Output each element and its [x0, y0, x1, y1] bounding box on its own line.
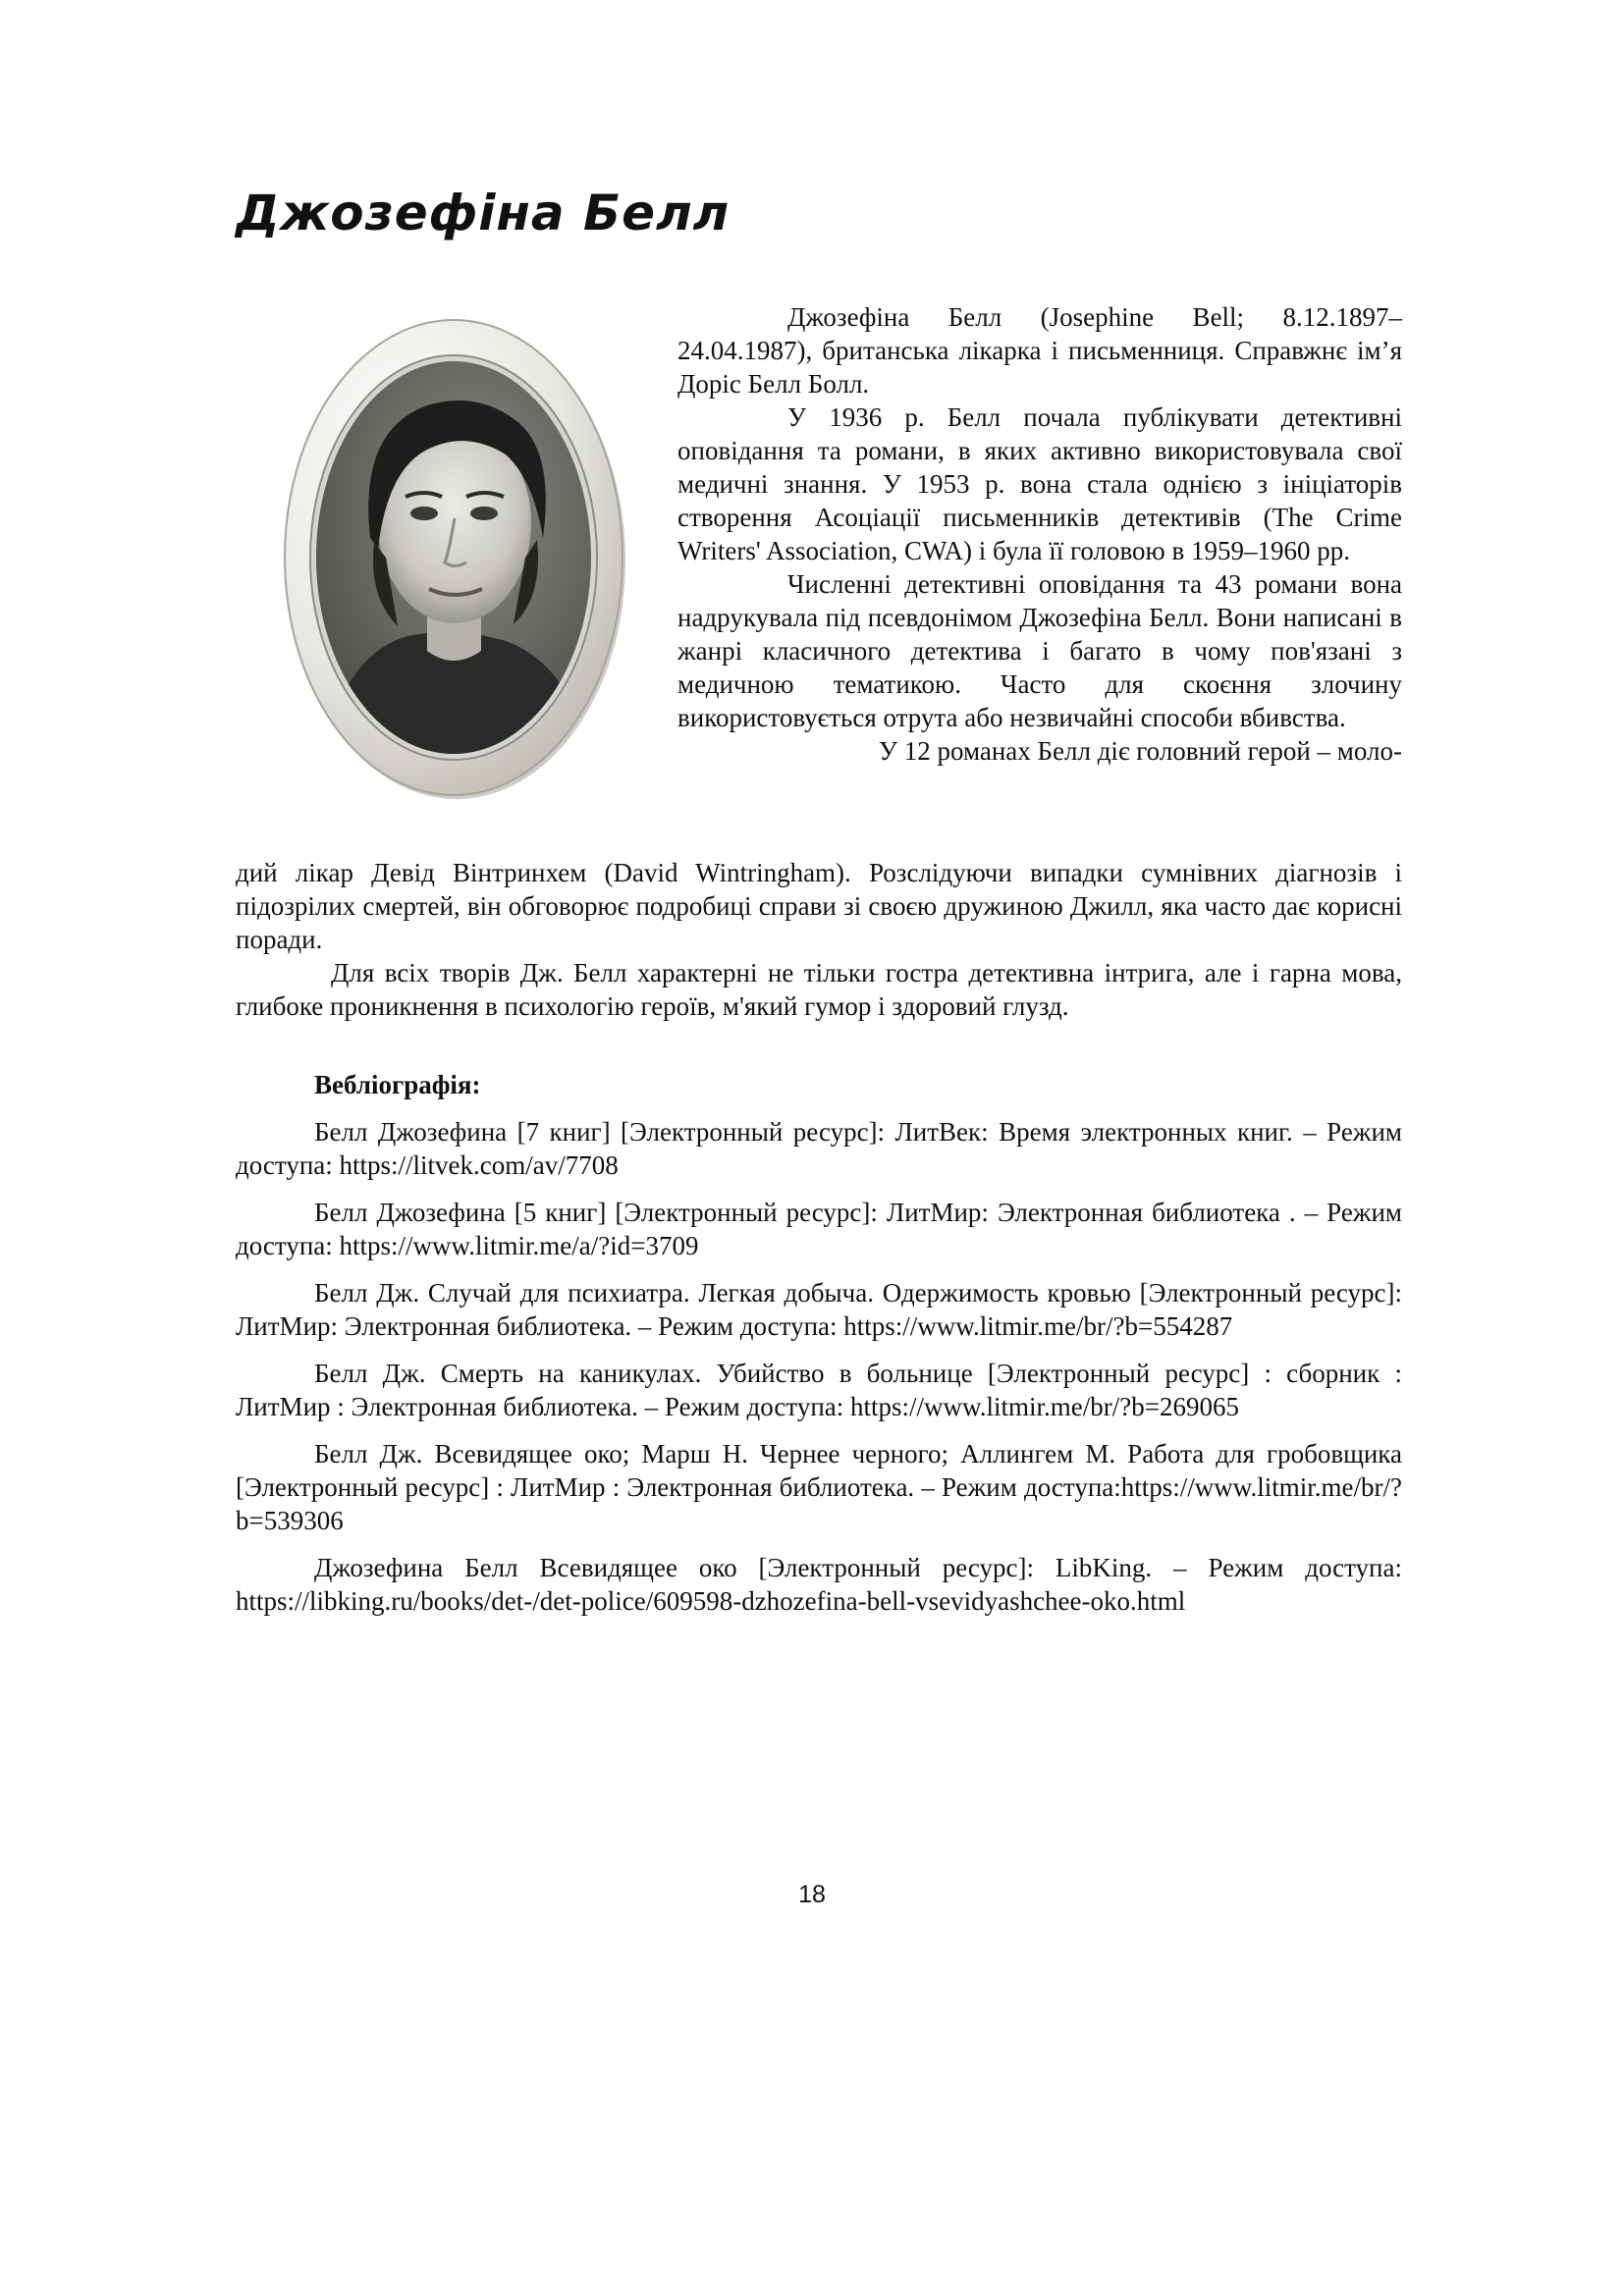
bibliography: [236, 1068, 1402, 1631]
bibliography-entry: Белл Дж. Смерть на каникулах. Убийство в больнице [Электронный ресурс] : сборник : ЛитМир : Электронная библиотека. – Режим доступа: https://www.litmir.me/br/?b=269065: [236, 1359, 1402, 1421]
closing-paragraph: Для всіх творів Дж. Белл характерні не тільки гостра детективна інтрига, але і гарна мова, глибоке проникнення в психологію героїв, м'який гумор і здоровий глузд.: [236, 958, 1402, 1021]
page-number: 18: [798, 1881, 826, 1908]
split-paragraph-start: У 12 романах Белл діє головний герой – моло-: [878, 736, 1402, 766]
bibliography-entry: Белл Джозефина [5 книг] [Электронный ресурс]: ЛитМир: Электронная библиотека . – Режим доступа: https://www.litmir.me/a/?id=3709: [236, 1198, 1402, 1260]
bibliography-entry: Белл Дж. Случай для психиатра. Легкая добыча. Одержимость кровью [Электронный ресурс]: ЛитМир: Электронная библиотека. – Режим доступа: https://www.litmir.me/br/?b=554287: [236, 1278, 1402, 1341]
intro-text: [677, 300, 1402, 768]
body-text: [236, 856, 1402, 1023]
bibliography-entry: Белл Джозефина [7 книг] [Электронный ресурс]: ЛитВек: Время электронных книг. – Режим доступа: https://litvek.com/av/7708: [236, 1117, 1402, 1180]
intro-paragraph: Джозефіна Белл (Josephine Bell; 8.12.1897–24.04.1987), британська лікарка і письменниця. Справжнє ім’я Доріс Белл Болл.: [677, 302, 1402, 399]
page-title: Джозефіна Белл: [236, 185, 731, 241]
intro-paragraph: Численні детективні оповідання та 43 романи вона надрукувала під псевдонімом Джозефіна Белл. Вони написані в жанрі класичного детектива і багато в чому пов'язані з медичною тематикою. Часто для скоєння злочину використовується отрута або незвичайні способи вбивства.: [677, 569, 1402, 732]
intro-paragraph: У 1936 р. Белл почала публікувати детективні оповідання та романи, в яких активно використовувала свої медичні знання. У 1953 р. вона стала однією з ініціаторів створення Асоціації письменників детективів (The Crime Writers' Association, CWA) і була її головою в 1959–1960 рр.: [677, 402, 1402, 565]
bibliography-entry: Белл Дж. Всевидящее око; Марш Н. Чернее черного; Аллингем М. Работа для гробовщика [Электронный ресурс] : ЛитМир : Электронная библиотека. – Режим доступа:https://www.litmir.me/br/?b=539306: [236, 1439, 1402, 1535]
portrait-photo: [280, 312, 628, 803]
bibliography-entry: Джозефина Белл Всевидящее око [Электронный ресурс]: LibKing. – Режим доступа: https://libking.ru/books/det-/det-police/609598-dzhozefina-bell-vsevidyashchee-oko.html: [236, 1553, 1402, 1616]
bibliography-heading: Вебліографія:: [314, 1070, 481, 1099]
split-paragraph-rest: дий лікар Девід Вінтринхем (David Wintringham). Розслідуючи випадки сумнівних діагнозів і підозрілих смертей, він обговорює подробиці справи зі своєю дружиною Джилл, яка часто дає корисні поради.: [236, 858, 1402, 954]
